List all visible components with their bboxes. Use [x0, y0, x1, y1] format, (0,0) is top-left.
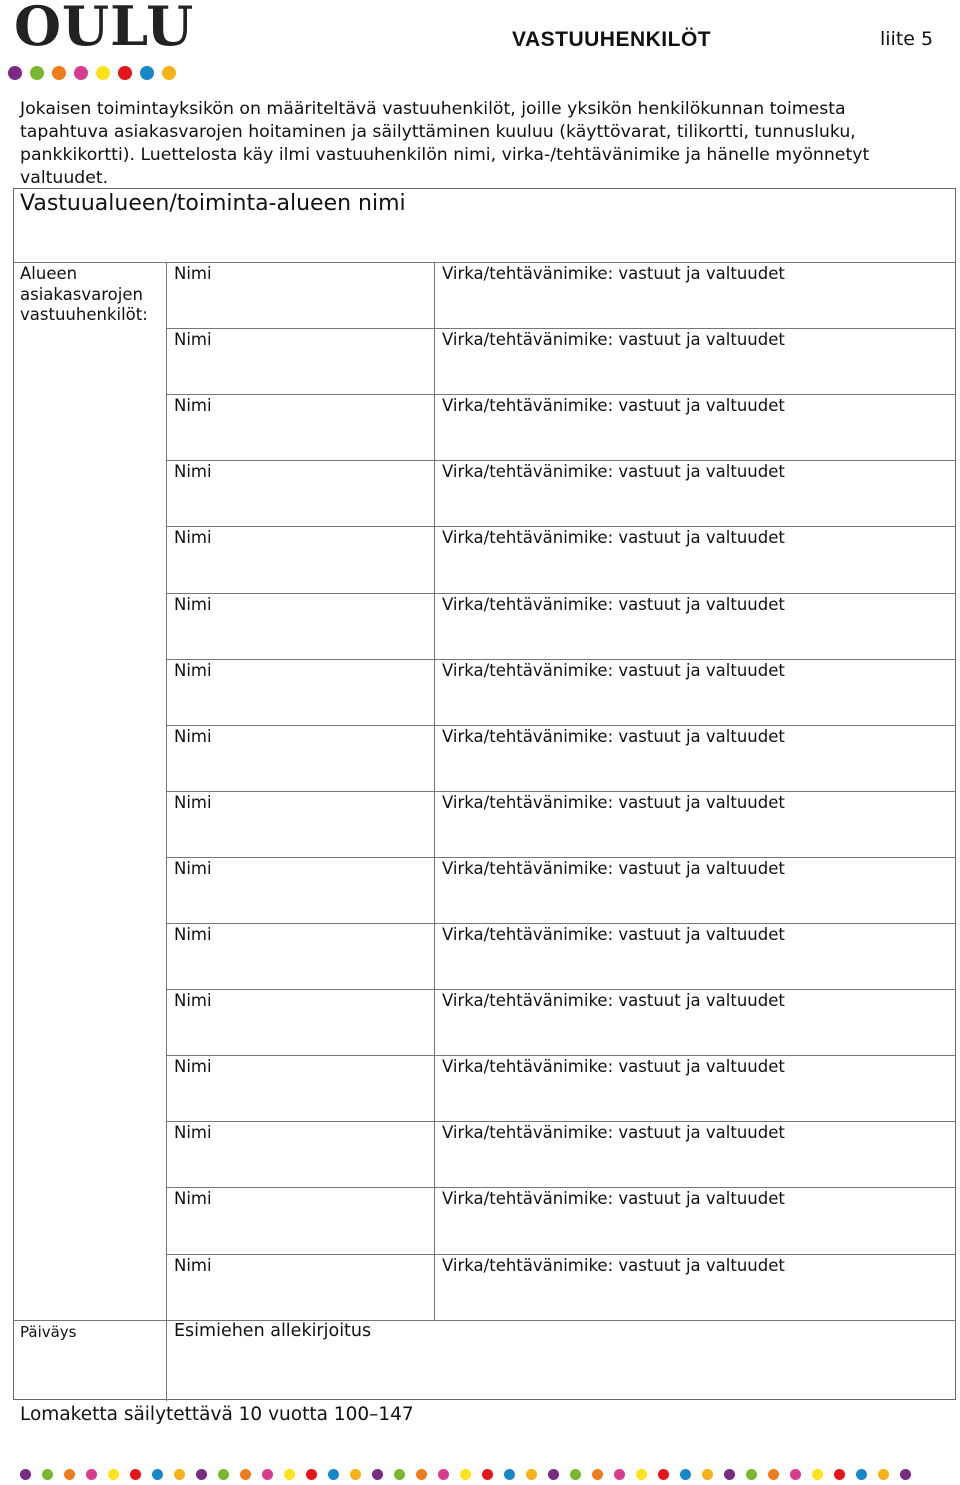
row-divider [166, 328, 956, 329]
person-name-field[interactable]: Nimi [174, 792, 212, 812]
footer-dot [372, 1469, 383, 1480]
person-name-field[interactable]: Nimi [174, 462, 212, 482]
area-divider [13, 262, 956, 263]
footer-dot [240, 1469, 251, 1480]
row-divider [166, 593, 956, 594]
person-role-field[interactable]: Virka/tehtävänimike: vastuut ja valtuudet [442, 1123, 785, 1143]
footer-dots [20, 1469, 911, 1480]
person-role-field[interactable]: Virka/tehtävänimike: vastuut ja valtuudet [442, 330, 785, 350]
footer-dot [306, 1469, 317, 1480]
footer-dot [416, 1469, 427, 1480]
oulu-logo: OULU [14, 0, 195, 58]
footer-dot [768, 1469, 779, 1480]
footer-dot [878, 1469, 889, 1480]
person-name-field[interactable]: Nimi [174, 660, 212, 680]
brand-dot [74, 66, 88, 80]
footer-dot [702, 1469, 713, 1480]
footer-dot [526, 1469, 537, 1480]
row-divider [166, 725, 956, 726]
row-divider [166, 923, 956, 924]
person-name-field[interactable]: Nimi [174, 1189, 212, 1209]
brand-dot [140, 66, 154, 80]
footer-dot [504, 1469, 515, 1480]
retention-note: Lomaketta säilytettävä 10 vuotta 100–147 [20, 1404, 414, 1425]
brand-dot [52, 66, 66, 80]
person-name-field[interactable]: Nimi [174, 1123, 212, 1143]
footer-dot [614, 1469, 625, 1480]
footer-dot [724, 1469, 735, 1480]
date-label: Päiväys [20, 1323, 77, 1341]
row-divider [166, 857, 956, 858]
footer-dot [790, 1469, 801, 1480]
footer-dot [174, 1469, 185, 1480]
person-name-field[interactable]: Nimi [174, 330, 212, 350]
person-name-field[interactable]: Nimi [174, 1255, 212, 1275]
area-title: Vastuualueen/toiminta-alueen nimi [20, 191, 406, 216]
footer-dot [262, 1469, 273, 1480]
row-divider [166, 1121, 956, 1122]
person-role-field[interactable]: Virka/tehtävänimike: vastuut ja valtuudet [442, 660, 785, 680]
person-role-field[interactable]: Virka/tehtävänimike: vastuut ja valtuudet [442, 792, 785, 812]
attachment-label: liite 5 [880, 28, 934, 50]
column-divider [166, 262, 167, 1401]
footer-dot [328, 1469, 339, 1480]
footer-dot [680, 1469, 691, 1480]
row-divider [166, 659, 956, 660]
row-divider [166, 791, 956, 792]
footer-dot [482, 1469, 493, 1480]
person-name-field[interactable]: Nimi [174, 925, 212, 944]
person-name-field[interactable]: Nimi [174, 594, 212, 614]
footer-dot [218, 1469, 229, 1480]
footer-dot [636, 1469, 647, 1480]
responsible-persons-label: Alueen asiakasvarojen vastuuhenkilöt: [20, 264, 148, 324]
person-role-field[interactable]: Virka/tehtävänimike: vastuut ja valtuudet [442, 264, 785, 283]
footer-dot [856, 1469, 867, 1480]
person-name-field[interactable]: Nimi [174, 726, 212, 746]
person-role-field[interactable]: Virka/tehtävänimike: vastuut ja valtuudet [442, 528, 785, 548]
footer-dot [350, 1469, 361, 1480]
person-role-field[interactable]: Virka/tehtävänimike: vastuut ja valtuudet [442, 1189, 785, 1209]
person-role-field[interactable]: Virka/tehtävänimike: vastuut ja valtuudet [442, 1255, 785, 1275]
person-role-field[interactable]: Virka/tehtävänimike: vastuut ja valtuudet [442, 858, 785, 878]
person-name-field[interactable]: Nimi [174, 528, 212, 548]
footer-dot [658, 1469, 669, 1480]
brand-dot [8, 66, 22, 80]
row-divider [166, 1254, 956, 1255]
footer-dot [548, 1469, 559, 1480]
brand-dots [8, 66, 176, 80]
footer-dot [812, 1469, 823, 1480]
footer-dot [834, 1469, 845, 1480]
footer-dot [592, 1469, 603, 1480]
footer-dot [42, 1469, 53, 1480]
brand-dot [30, 66, 44, 80]
footer-dot [130, 1469, 141, 1480]
footer-dot [394, 1469, 405, 1480]
intro-paragraph: Jokaisen toimintayksikön on määriteltävä vastuuhenkilöt, joille yksikön henkilökunnan toimesta tapahtuva asiakasvarojen hoitaminen ja säilyttäminen kuuluu (käyttövarat, tilikortti, tunnusluku, pankkikortti). Luettelosta käy ilmi vastuuhenkilön nimi, virka-/tehtävänimike ja hänelle myönnetyt valtuudet. [20, 99, 870, 188]
row-divider [166, 526, 956, 527]
person-role-field[interactable]: Virka/tehtävänimike: vastuut ja valtuudet [442, 462, 785, 482]
person-role-field[interactable]: Virka/tehtävänimike: vastuut ja valtuudet [442, 396, 785, 416]
footer-dot [196, 1469, 207, 1480]
person-role-field[interactable]: Virka/tehtävänimike: vastuut ja valtuudet [442, 925, 785, 944]
footer-dot [460, 1469, 471, 1480]
row-divider [166, 989, 956, 990]
person-role-field[interactable]: Virka/tehtävänimike: vastuut ja valtuudet [442, 726, 785, 746]
person-name-field[interactable]: Nimi [174, 991, 212, 1011]
brand-dot [96, 66, 110, 80]
footer-dot [746, 1469, 757, 1480]
footer-dot [108, 1469, 119, 1480]
footer-dot [86, 1469, 97, 1480]
person-name-field[interactable]: Nimi [174, 264, 212, 283]
person-name-field[interactable]: Nimi [174, 1057, 212, 1077]
brand-dot [162, 66, 176, 80]
footer-dot [64, 1469, 75, 1480]
person-role-field[interactable]: Virka/tehtävänimike: vastuut ja valtuudet [442, 594, 785, 614]
document-title: VASTUUHENKILÖT [512, 28, 712, 51]
footer-dot [284, 1469, 295, 1480]
brand-dot [118, 66, 132, 80]
footer-dot [900, 1469, 911, 1480]
person-role-field[interactable]: Virka/tehtävänimike: vastuut ja valtuudet [442, 1057, 785, 1077]
person-name-field[interactable]: Nimi [174, 396, 212, 416]
row-divider [13, 1320, 956, 1321]
person-name-field[interactable]: Nimi [174, 858, 212, 878]
footer-dot [438, 1469, 449, 1480]
footer-dot [152, 1469, 163, 1480]
signature-label: Esimiehen allekirjoitus [174, 1321, 372, 1341]
person-role-field[interactable]: Virka/tehtävänimike: vastuut ja valtuudet [442, 991, 785, 1011]
row-divider [166, 460, 956, 461]
row-divider [166, 1187, 956, 1188]
row-divider [166, 394, 956, 395]
footer-dot [570, 1469, 581, 1480]
footer-dot [20, 1469, 31, 1480]
row-divider [166, 1055, 956, 1056]
